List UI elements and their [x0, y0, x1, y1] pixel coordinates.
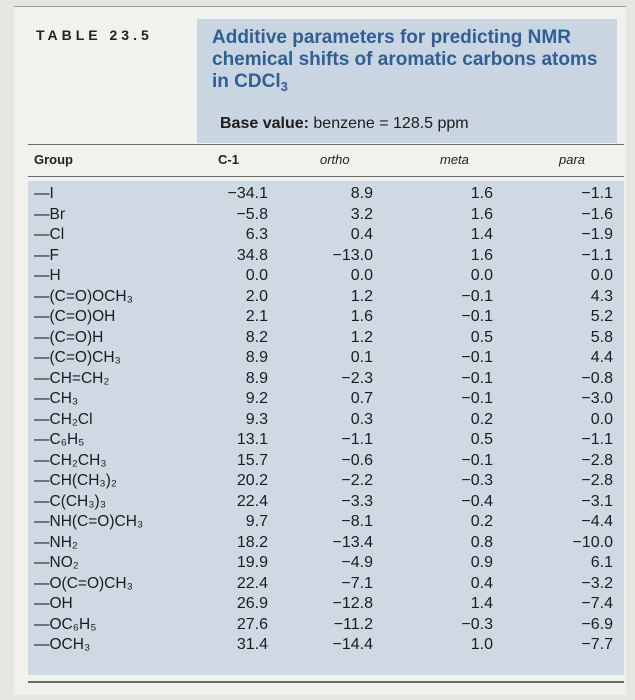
- meta-cell: −0.1: [461, 451, 493, 469]
- group-cell: —NH₂: [34, 533, 78, 551]
- c1-cell: 15.7: [236, 451, 268, 469]
- para-cell: 5.2: [590, 308, 613, 325]
- meta-cell: −0.1: [461, 390, 493, 407]
- group-cell: —(C=O)CH₃: [34, 349, 121, 366]
- c1-cell: 8.2: [245, 328, 268, 346]
- para-cell: −6.9: [581, 615, 613, 633]
- ortho-cell: −13.4: [332, 533, 373, 551]
- title-box: [197, 19, 617, 143]
- header-rule-bottom: [28, 176, 624, 177]
- c1-cell: 8.9: [245, 369, 268, 387]
- table-bottom-rule: [28, 681, 624, 683]
- group-cell: —OCH₃: [34, 636, 91, 653]
- meta-cell: 0.4: [470, 574, 493, 592]
- para-cell: −3.2: [581, 574, 613, 592]
- table-row: [28, 308, 624, 328]
- table-row: [28, 349, 624, 369]
- group-cell: —C(CH₃)₃: [34, 492, 107, 510]
- table-row: [28, 288, 624, 308]
- group-cell: —NO₂: [34, 554, 79, 571]
- document-page: [14, 6, 626, 695]
- table-row: [28, 185, 624, 205]
- ortho-cell: 0.3: [350, 410, 373, 428]
- table-row: [28, 390, 624, 410]
- c1-cell: 2.0: [245, 287, 268, 305]
- meta-cell: 1.6: [470, 185, 493, 202]
- group-cell: —CH₂CH₃: [34, 451, 107, 469]
- meta-cell: 0.2: [470, 513, 493, 530]
- table-row: [28, 554, 624, 574]
- c1-cell: 13.1: [236, 431, 268, 448]
- para-cell: −7.4: [581, 595, 613, 612]
- ortho-cell: 3.2: [350, 205, 373, 223]
- meta-cell: 0.5: [470, 431, 493, 448]
- group-cell: —(C=O)H: [34, 328, 104, 346]
- column-header-group: Group: [34, 152, 73, 167]
- meta-cell: 1.4: [470, 595, 493, 612]
- column-header-para: para: [559, 152, 586, 167]
- group-cell: —Cl: [34, 226, 65, 243]
- ortho-cell: −11.2: [333, 615, 373, 633]
- para-cell: 4.4: [590, 349, 613, 366]
- ortho-cell: −12.8: [332, 595, 373, 612]
- table-title-text: Additive parameters for predicting NMR chemical shifts of aromatic carbons atoms in CDCl: [212, 27, 598, 92]
- table-header: [14, 7, 626, 142]
- group-cell: —C₆H₅: [34, 431, 85, 448]
- c1-cell: 20.2: [236, 472, 268, 489]
- table-row: [28, 636, 624, 656]
- group-cell: —F: [34, 246, 59, 264]
- table-row: [28, 431, 624, 451]
- c1-cell: 9.7: [245, 513, 268, 530]
- para-cell: −7.7: [581, 636, 613, 653]
- ortho-cell: −2.3: [341, 369, 373, 387]
- para-cell: −2.8: [581, 472, 613, 489]
- table-row: [28, 616, 624, 636]
- ortho-cell: 1.6: [350, 308, 373, 325]
- c1-cell: 19.9: [236, 554, 268, 571]
- group-cell: —OH: [34, 595, 73, 612]
- c1-cell: 34.8: [236, 246, 268, 264]
- group-cell: —CH=CH₂: [34, 369, 110, 387]
- meta-cell: 1.6: [470, 246, 493, 264]
- table-row: [28, 513, 624, 533]
- group-cell: —NH(C=O)CH₃: [34, 513, 144, 530]
- ortho-cell: 8.9: [350, 185, 373, 202]
- c1-cell: 27.6: [236, 615, 268, 633]
- para-cell: −4.4: [581, 513, 613, 530]
- para-cell: −0.8: [581, 369, 613, 387]
- group-cell: —CH₂Cl: [34, 410, 93, 428]
- ortho-cell: −14.4: [332, 636, 373, 653]
- ortho-cell: 0.1: [350, 349, 373, 366]
- meta-cell: 0.2: [470, 410, 493, 428]
- ortho-cell: −8.1: [341, 513, 373, 530]
- table-row: [28, 472, 624, 492]
- ortho-cell: 0.0: [350, 267, 373, 284]
- group-cell: —CH(CH₃)₂: [34, 472, 117, 489]
- base-value-label: Base value:: [220, 115, 309, 132]
- meta-cell: 0.5: [470, 328, 493, 346]
- para-cell: −1.1: [581, 431, 613, 448]
- table-row: [28, 452, 624, 472]
- ortho-cell: 1.2: [350, 328, 373, 346]
- meta-cell: −0.1: [461, 369, 493, 387]
- c1-cell: 8.9: [245, 349, 268, 366]
- c1-cell: 9.3: [245, 410, 268, 428]
- group-cell: —(C=O)OCH₃: [34, 287, 133, 305]
- table-row: [28, 493, 624, 513]
- group-cell: —OC₆H₅: [34, 615, 97, 633]
- column-header-meta: meta: [440, 152, 469, 167]
- c1-cell: 22.4: [236, 574, 268, 592]
- para-cell: 0.0: [590, 410, 613, 428]
- meta-cell: 1.4: [470, 226, 493, 243]
- header-rule-top: [28, 144, 624, 145]
- c1-cell: 31.4: [236, 636, 268, 653]
- c1-cell: −5.8: [236, 205, 268, 223]
- meta-cell: −0.4: [461, 492, 493, 510]
- meta-cell: −0.3: [461, 472, 493, 489]
- base-value-text: benzene = 128.5 ppm: [313, 115, 469, 132]
- meta-cell: 0.0: [470, 267, 493, 284]
- table-row: [28, 329, 624, 349]
- meta-cell: −0.1: [461, 308, 493, 325]
- para-cell: 0.0: [590, 267, 613, 284]
- para-cell: 6.1: [590, 554, 613, 571]
- meta-cell: 0.8: [470, 533, 493, 551]
- table-body: [28, 181, 624, 675]
- c1-cell: 2.1: [245, 308, 268, 325]
- meta-cell: −0.1: [461, 349, 493, 366]
- ortho-cell: 0.4: [350, 226, 373, 243]
- c1-cell: 0.0: [245, 267, 268, 284]
- c1-cell: 22.4: [236, 492, 268, 510]
- para-cell: −3.0: [581, 390, 613, 407]
- group-cell: —O(C=O)CH₃: [34, 574, 133, 592]
- para-cell: −1.1: [581, 246, 613, 264]
- table-row: [28, 206, 624, 226]
- para-cell: −10.0: [572, 533, 613, 551]
- table-row: [28, 370, 624, 390]
- para-cell: 5.8: [590, 328, 613, 346]
- para-cell: 4.3: [590, 287, 613, 305]
- meta-cell: −0.1: [461, 287, 493, 305]
- group-cell: —(C=O)OH: [34, 308, 116, 325]
- ortho-cell: 0.7: [350, 390, 373, 407]
- para-cell: −1.6: [581, 205, 613, 223]
- ortho-cell: −0.6: [341, 451, 373, 469]
- table-row: [28, 226, 624, 246]
- meta-cell: −0.3: [461, 615, 493, 633]
- ortho-cell: −1.1: [341, 431, 373, 448]
- group-cell: —I: [34, 185, 54, 202]
- table-title-subscript: 3: [280, 79, 288, 94]
- table-row: [28, 534, 624, 554]
- table-row: [28, 247, 624, 267]
- group-cell: —H: [34, 267, 61, 284]
- table-title: [212, 27, 612, 98]
- c1-cell: 18.2: [236, 533, 268, 551]
- table-label: TABLE 23.5: [36, 27, 153, 43]
- para-cell: −2.8: [581, 451, 613, 469]
- meta-cell: 0.9: [470, 554, 493, 571]
- c1-cell: −34.1: [227, 185, 268, 202]
- table-row: [28, 267, 624, 287]
- meta-cell: 1.6: [470, 205, 493, 223]
- column-header-c1: C-1: [218, 152, 239, 167]
- ortho-cell: −2.2: [341, 472, 373, 489]
- ortho-cell: −13.0: [332, 246, 373, 264]
- column-header-ortho: ortho: [320, 152, 350, 167]
- ortho-cell: 1.2: [350, 287, 373, 305]
- table-row: [28, 411, 624, 431]
- group-cell: —CH₃: [34, 390, 79, 407]
- meta-cell: 1.0: [470, 636, 493, 653]
- ortho-cell: −7.1: [341, 574, 373, 592]
- para-cell: −3.1: [581, 492, 613, 510]
- c1-cell: 26.9: [236, 595, 268, 612]
- table-row: [28, 575, 624, 595]
- para-cell: −1.1: [581, 185, 613, 202]
- group-cell: —Br: [34, 205, 65, 223]
- para-cell: −1.9: [581, 226, 613, 243]
- table-row: [28, 595, 624, 615]
- c1-cell: 6.3: [245, 226, 268, 243]
- ortho-cell: −4.9: [341, 554, 373, 571]
- ortho-cell: −3.3: [341, 492, 373, 510]
- base-value-line: [220, 115, 469, 133]
- c1-cell: 9.2: [245, 390, 268, 407]
